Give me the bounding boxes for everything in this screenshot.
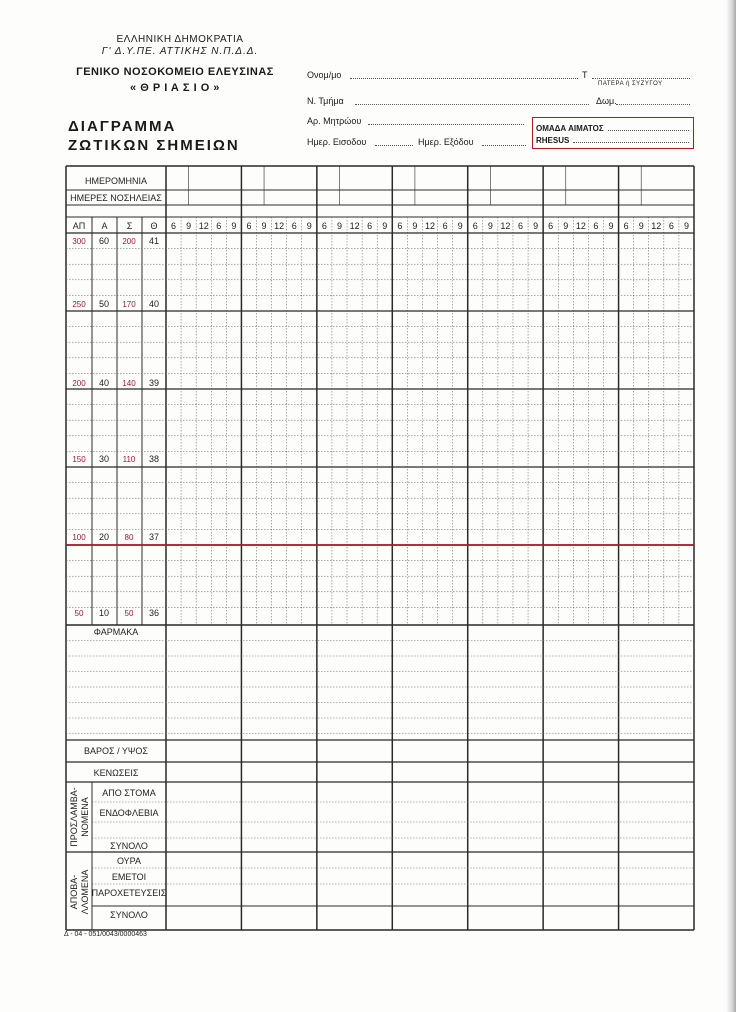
hour-label: 6 xyxy=(472,221,478,231)
scale-ap-300: 300 xyxy=(72,237,86,246)
scale-t-40: 40 xyxy=(148,299,160,309)
page-edge-shadow xyxy=(726,0,736,1012)
scale-a-20: 20 xyxy=(98,532,110,542)
hour-label: 12 xyxy=(274,221,285,231)
discharge-field-label: Ημερ. Εξόδου xyxy=(418,137,474,147)
page-title-line1: ΔΙΑΓΡΑΜΜΑ xyxy=(68,118,177,135)
hour-label: 12 xyxy=(500,221,511,231)
scale-ap-100: 100 xyxy=(72,533,86,542)
hour-label: 9 xyxy=(412,221,418,231)
hour-label: 9 xyxy=(231,221,237,231)
hour-label: 12 xyxy=(349,221,360,231)
scale-ap-200: 200 xyxy=(72,379,86,388)
drugs-label: ΦΑΡΜΑΚΑ xyxy=(93,627,139,637)
hour-label: 9 xyxy=(336,221,342,231)
father-note: ΠΑΤΕΡΑ ή ΣΥΖΥΓΟΥ xyxy=(598,81,663,87)
scale-t-37: 37 xyxy=(148,532,160,542)
room-field-label: Δωμ. xyxy=(596,96,617,106)
hour-label: 9 xyxy=(306,221,312,231)
column-header-1: Α xyxy=(101,221,108,231)
scale-s-200: 200 xyxy=(122,237,136,246)
hour-label: 6 xyxy=(321,221,327,231)
scale-s-50: 50 xyxy=(124,609,134,618)
bowel-label: ΚΕΝΩΣΕΙΣ xyxy=(93,768,139,778)
hour-label: 6 xyxy=(518,221,524,231)
hour-label: 6 xyxy=(593,221,599,231)
hour-label: 12 xyxy=(651,221,662,231)
admission-field-label: Ημερ. Εισοδου xyxy=(307,137,367,147)
hour-label: 9 xyxy=(487,221,493,231)
column-header-2: Σ xyxy=(126,221,133,231)
scale-t-36: 36 xyxy=(148,608,160,618)
hour-label: 9 xyxy=(186,221,192,231)
hour-label: 6 xyxy=(397,221,403,231)
hour-label: 9 xyxy=(608,221,614,231)
hour-label: 6 xyxy=(367,221,373,231)
hour-label: 9 xyxy=(382,221,388,231)
hour-label: 6 xyxy=(216,221,222,231)
hour-label: 9 xyxy=(457,221,463,231)
hospital-days-label: ΗΜΕΡΕΣ ΝΟΣΗΛΕΙΑΣ xyxy=(70,193,162,203)
intake-group-label-1: ΠΡΟΣΛΑΜΒΑ- xyxy=(69,787,79,847)
hour-label: 6 xyxy=(171,221,177,231)
hour-label: 6 xyxy=(623,221,629,231)
intake-group-label-2: ΝΟΜΕΝΑ xyxy=(80,797,90,837)
weight-height-label: ΒΑΡΟΣ / ΥΨΟΣ xyxy=(84,746,148,756)
scale-s-140: 140 xyxy=(122,379,136,388)
output-group-label-1: ΑΠΟΒΑ- xyxy=(69,874,79,910)
hospital-name: « Θ Ρ Ι Α Σ Ι Ο » xyxy=(130,82,220,94)
republic-label: ΕΛΛΗΝΙΚΗ ΔΗΜΟΚΡΑΤΙΑ xyxy=(116,34,244,45)
scale-ap-250: 250 xyxy=(72,300,86,309)
output-row-3: ΣΥΝΟΛΟ xyxy=(110,910,148,920)
scale-s-110: 110 xyxy=(122,455,136,464)
rhesus-label: RHESUS xyxy=(536,136,570,145)
department-field-label: Ν. Τμήμα xyxy=(307,96,344,106)
hour-label: 12 xyxy=(198,221,209,231)
column-header-0: ΑΠ xyxy=(72,221,86,231)
scale-a-10: 10 xyxy=(98,608,110,618)
intake-row-3: ΣΥΝΟΛΟ xyxy=(110,841,148,851)
scale-a-60: 60 xyxy=(98,236,110,246)
intake-row-0: ΑΠΟ ΣΤΟΜΑ xyxy=(102,788,156,798)
scale-ap-50: 50 xyxy=(74,609,84,618)
output-row-0: ΟΥΡΑ xyxy=(116,856,142,866)
scale-a-40: 40 xyxy=(98,378,110,388)
name-field-label: Ονομ/μο xyxy=(307,70,342,80)
scale-a-50: 50 xyxy=(98,299,110,309)
hour-label: 6 xyxy=(291,221,297,231)
hour-label: 6 xyxy=(668,221,674,231)
scale-s-80: 80 xyxy=(124,533,134,542)
scale-s-170: 170 xyxy=(122,300,136,309)
hour-label: 6 xyxy=(442,221,448,231)
scale-t-41: 41 xyxy=(148,236,160,246)
scale-t-39: 39 xyxy=(148,378,160,388)
blood-group-label: ΟΜΑΔΑ ΑΙΜΑΤΟΣ xyxy=(536,124,604,133)
hour-label: 6 xyxy=(246,221,252,231)
intake-row-1: ΕΝΔΟΦΛΕΒΙΑ xyxy=(99,808,159,818)
output-row-2: ΠΑΡΟΧΕΤΕΥΣΕΙΣ xyxy=(91,888,167,898)
hour-label: 9 xyxy=(683,221,689,231)
form-code: Δ - 04 - 051/0043/0000463 xyxy=(64,931,147,938)
record-field-label: Αρ. Μητρώου xyxy=(307,116,362,126)
hour-label: 12 xyxy=(575,221,586,231)
hour-label: 9 xyxy=(638,221,644,231)
page-title-line2: ΖΩΤΙΚΩΝ ΣΗΜΕΙΩΝ xyxy=(68,137,240,154)
hour-label: 12 xyxy=(424,221,436,231)
column-header-3: Θ xyxy=(150,221,158,231)
date-label: ΗΜΕΡΟΜΗΝΙΑ xyxy=(84,176,148,186)
hour-label: 9 xyxy=(563,221,569,231)
scale-a-30: 30 xyxy=(98,454,110,464)
father-field-label: Τ xyxy=(582,70,588,80)
scale-ap-150: 150 xyxy=(72,455,86,464)
hour-label: 9 xyxy=(261,221,267,231)
authority-label: Γ' Δ.Υ.ΠΕ. ΑΤΤΙΚΗΣ Ν.Π.Δ.Δ. xyxy=(101,46,259,57)
hospital-label: ΓΕΝΙΚΟ ΝΟΣΟΚΟΜΕΙΟ ΕΛΕΥΣΙΝΑΣ xyxy=(76,66,274,78)
hour-label: 6 xyxy=(548,221,554,231)
scale-t-38: 38 xyxy=(148,454,160,464)
output-group-label-2: ΛΛΟΜΕΝΑ xyxy=(80,869,90,915)
output-row-1: ΕΜΕΤΟΙ xyxy=(111,872,147,882)
hour-label: 9 xyxy=(533,221,539,231)
